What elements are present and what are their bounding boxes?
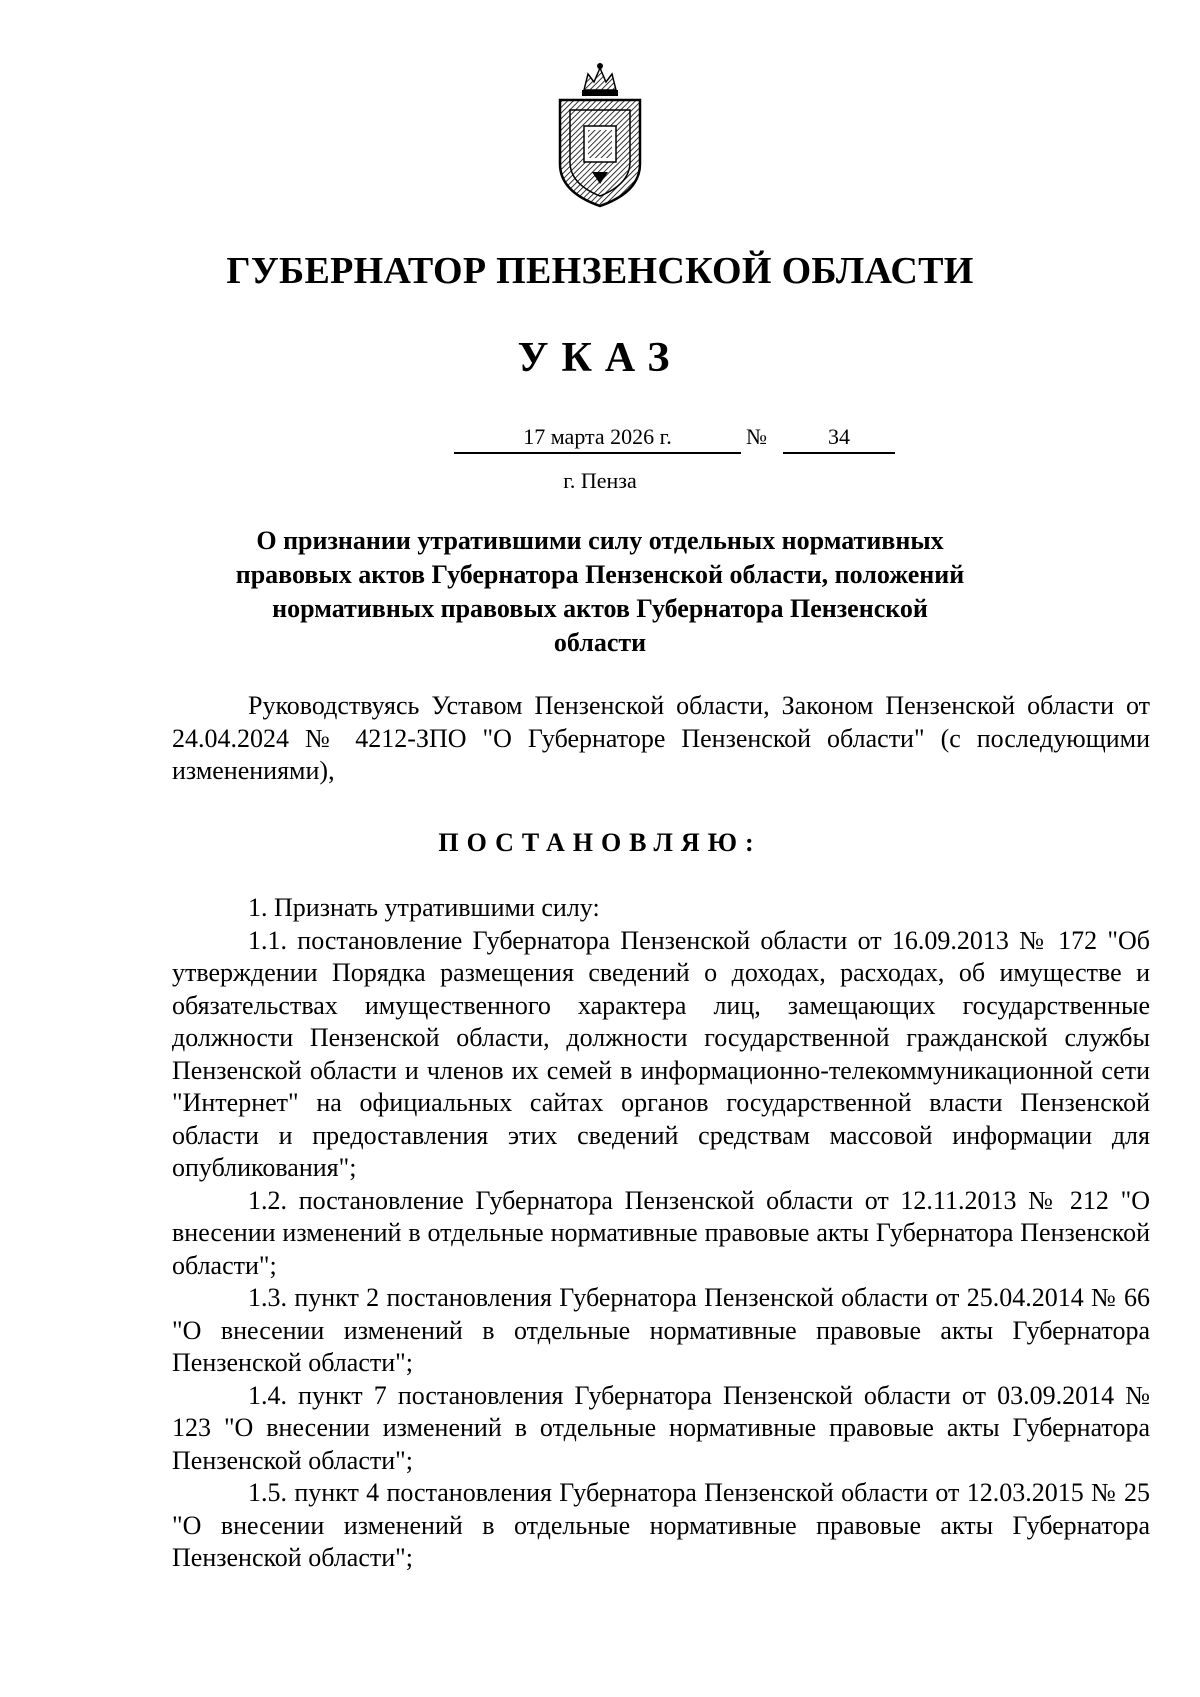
coat-of-arms-icon — [540, 60, 660, 210]
document-title: О признании утратившими силу отдельных нормативных правовых актов Губернатора Пензенской области, положений нормативных правовых актов Губернатора Пензенской области — [235, 526, 965, 657]
decree-word: ПОСТАНОВЛЯЮ: — [438, 828, 762, 857]
document-number: 34 — [783, 422, 895, 454]
list-item: 1.3. пункт 2 постановления Губернатора Пензенской области от 25.04.2014 № 66 "О внесении изменений в отдельные нормативные правовые акты Губернатора Пензенской области"; — [172, 1283, 1150, 1377]
date-number-line — [0, 422, 1200, 456]
list-item: 1.2. постановление Губернатора Пензенской области от 12.11.2013 № 212 "О внесении изменений в отдельные нормативные правовые акты Губернатора Пензенской области"; — [172, 1185, 1150, 1280]
issuing-authority: ГУБЕРНАТОР ПЕНЗЕНСКОЙ ОБЛАСТИ — [226, 250, 974, 292]
list-item: 1.5. пункт 4 постановления Губернатора Пензенской области от 12.03.2015 № 25 "О внесении изменений в отдельные нормативные правовые акты Губернатора Пензенской области"; — [172, 1478, 1150, 1572]
list-item: 1.1. постановление Губернатора Пензенской области от 16.09.2013 № 172 "Об утверждении Порядка размещения сведений о доходах, расходах, об имуществе и обязательствах имущественного характера лиц, замещающих государственные должности Пензенской области, должности государственной гражданской службы Пензенской области и членов их семей в информационно-телекоммуникационной сети "Интернет" на официальных сайтах органов государственной власти Пензенской области и предоставления этих сведений средствам массовой информации для опубликования"; — [172, 925, 1150, 1182]
preamble: Руководствуясь Уставом Пензенской области, Законом Пензенской области от 24.04.2024 № 4212-ЗПО "О Губернаторе Пензенской области" (с последующими изменениями), — [172, 691, 1150, 785]
document-type: УКАЗ — [517, 335, 683, 381]
city: г. Пенза — [563, 468, 637, 493]
list-item: 1.4. пункт 7 постановления Губернатора Пензенской области от 03.09.2014 № 123 "О внесении изменений в отдельные нормативные правовые акты Губернатора Пензенской области"; — [172, 1380, 1150, 1475]
number-sign: № — [746, 424, 767, 449]
document-date: 17 марта 2026 г. — [454, 422, 741, 454]
decree-items — [172, 892, 1150, 1575]
list-item: 1. Признать утратившими силу: — [248, 893, 600, 922]
